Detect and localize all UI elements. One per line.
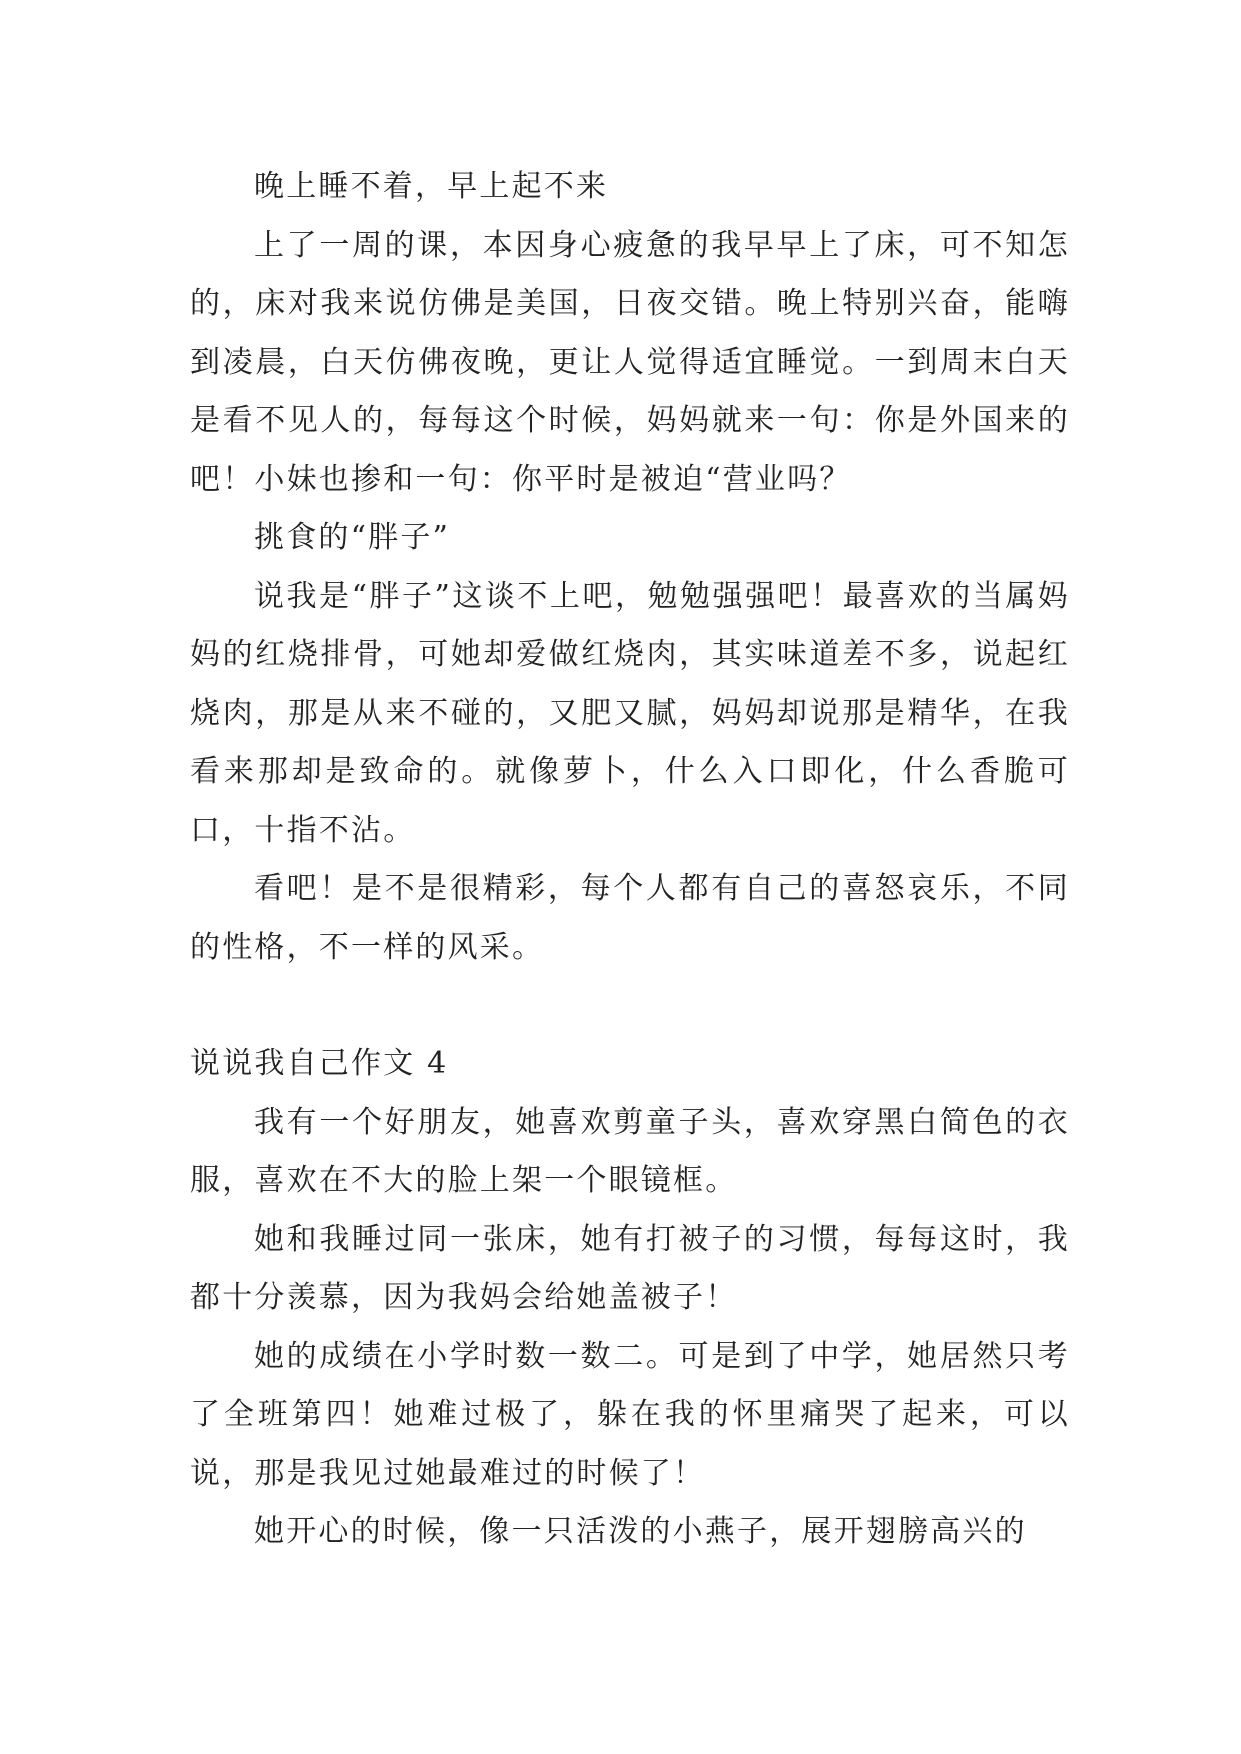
- paragraph-friend-sleep: 她和我睡过同一张床，她有打被子的习惯，每每这时，我都十分羡慕，因为我妈会给她盖被子！: [190, 1221, 1070, 1315]
- subheading-picky-eater: 挑食的“胖子”: [254, 520, 451, 555]
- paragraph-conclusion: 看吧！是不是很精彩，每个人都有自己的喜怒哀乐，不同的性格，不一样的风采。: [190, 871, 1070, 965]
- document-body: [190, 158, 1070, 1562]
- paragraph-friend-intro: 我有一个好朋友，她喜欢剪童子头，喜欢穿黑白简色的衣服，喜欢在不大的脸上架一个眼镜框。: [190, 1104, 1070, 1198]
- paragraph-friend-happy: 她开心的时候，像一只活泼的小燕子，展开翅膀高兴的: [254, 1514, 1027, 1549]
- section-title-essay-4: 说说我自己作文 4: [190, 1046, 449, 1081]
- paragraph-friend-grades: 她的成绩在小学时数一数二。可是到了中学，她居然只考了全班第四！她难过极了，躲在我的怀里痛哭了起来，可以说，那是我见过她最难过的时候了！: [190, 1338, 1070, 1491]
- paragraph-picky-eater: 说我是“胖子”这谈不上吧，勉勉强强吧！最喜欢的当属妈妈的红烧排骨，可她却爱做红烧肉，其实味道差不多，说起红烧肉，那是从来不碰的，又肥又腻，妈妈却说那是精华，在我看来那却是致命的。就像萝卜，什么入口即化，什么香脆可口，十指不沾。: [190, 578, 1070, 848]
- subheading-night-owl: 晚上睡不着，早上起不来: [254, 169, 609, 204]
- paragraph-night-owl: 上了一周的课，本因身心疲惫的我早早上了床，可不知怎的，床对我来说仿佛是美国，日夜交错。晚上特别兴奋，能嗨到凌晨，白天仿佛夜晚，更让人觉得适宜睡觉。一到周末白天是看不见人的，每每这个时候，妈妈就来一句：你是外国来的吧！小妹也掺和一句：你平时是被迫“营业吗？: [190, 227, 1070, 497]
